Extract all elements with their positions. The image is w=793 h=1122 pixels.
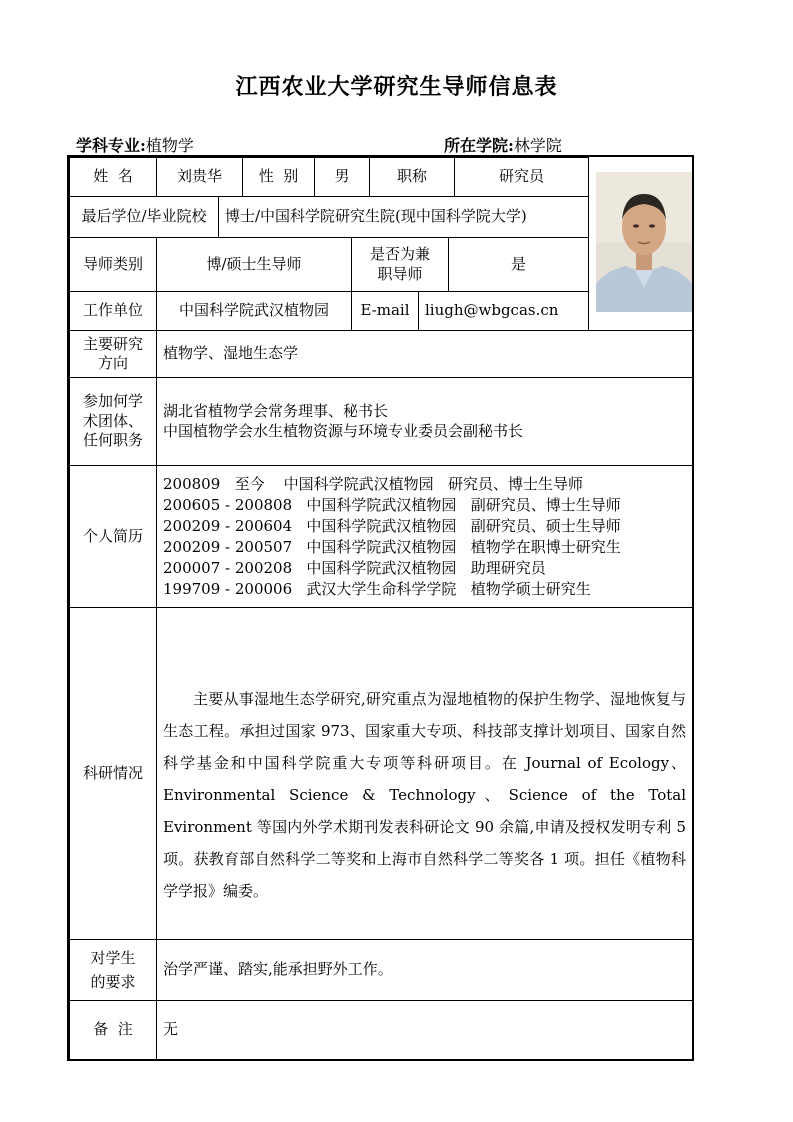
requirement-label: 对学生的要求: [69, 939, 157, 1001]
org-line: 中国植物学会水生植物资源与环境专业委员会副秘书长: [163, 421, 524, 440]
portrait-image: [596, 172, 692, 312]
unit-label: 工作单位: [69, 291, 157, 331]
resume-line: 200007 - 200208 中国科学院武汉植物园 助理研究员: [163, 558, 546, 577]
research-label: 科研情况: [69, 607, 157, 940]
discipline-value: 植物学: [145, 136, 194, 155]
title-label: 职称: [369, 157, 455, 197]
name-label: 姓 名: [69, 157, 157, 197]
email-value: liugh@wbgcas.cn: [418, 291, 589, 331]
remark-value: 无: [156, 1000, 693, 1060]
type-label: 导师类别: [69, 237, 157, 292]
org-label: 参加何学术团体、任何职务: [69, 377, 157, 466]
discipline-label: 学科专业:: [76, 136, 146, 155]
discipline-field: [76, 133, 194, 156]
requirement-value: 治学严谨、踏实,能承担野外工作。: [156, 939, 693, 1001]
parttime-label: 是否为兼职导师: [351, 237, 449, 292]
portrait-photo: [596, 172, 692, 312]
resume-label: 个人简历: [69, 465, 157, 608]
college-field: [444, 133, 562, 156]
degree-label: 最后学位/毕业院校: [69, 196, 219, 238]
college-value: 林学院: [513, 136, 562, 155]
resume-list: [156, 465, 693, 608]
direction-value: 植物学、湿地生态学: [156, 330, 693, 378]
resume-line: 200209 - 200604 中国科学院武汉植物园 副研究员、硕士生导师: [163, 516, 621, 535]
college-label: 所在学院:: [444, 136, 514, 155]
title-value: 研究员: [454, 157, 589, 197]
gender-value: 男: [314, 157, 370, 197]
research-text: 主要从事湿地生态学研究,研究重点为湿地植物的保护生物学、湿地恢复与生态工程。承担过国家 973、国家重大专项、科技部支撑计划项目、国家自然科学基金和中国科学院重大专项等科研项目。在 Journal of Ecology、Environmental Science & Technology、Science of the Total Evironment 等国内外学术期刊发表科研论文 90 余篇,申请及授权发明专利 5 项。获教育部自然科学二等奖和上海市自然科学二等奖各 1 项。担任《植物科学学报》编委。: [163, 690, 686, 900]
name-value: 刘贵华: [156, 157, 243, 197]
unit-value: 中国科学院武汉植物园: [156, 291, 352, 331]
degree-value: 博士/中国科学院研究生院(现中国科学院大学): [218, 196, 589, 238]
org-line: 湖北省植物学会常务理事、秘书长: [163, 402, 389, 420]
parttime-value: 是: [448, 237, 589, 292]
research-box: [156, 607, 693, 940]
gender-label: 性 别: [242, 157, 315, 197]
org-list: [156, 377, 693, 466]
resume-line: 199709 - 200006 武汉大学生命科学学院 植物学硕士研究生: [163, 579, 591, 598]
remark-label: 备 注: [69, 1000, 157, 1060]
email-label: E-mail: [351, 291, 419, 331]
page-title: 江西农业大学研究生导师信息表: [235, 74, 558, 100]
direction-label: 主要研究方向: [69, 330, 157, 378]
type-value: 博/硕士生导师: [156, 237, 352, 292]
resume-line: 200605 - 200808 中国科学院武汉植物园 副研究员、博士生导师: [163, 495, 621, 514]
resume-line: 200809 至今 中国科学院武汉植物园 研究员、博士生导师: [163, 474, 583, 493]
resume-line: 200209 - 200507 中国科学院武汉植物园 植物学在职博士研究生: [163, 537, 621, 556]
